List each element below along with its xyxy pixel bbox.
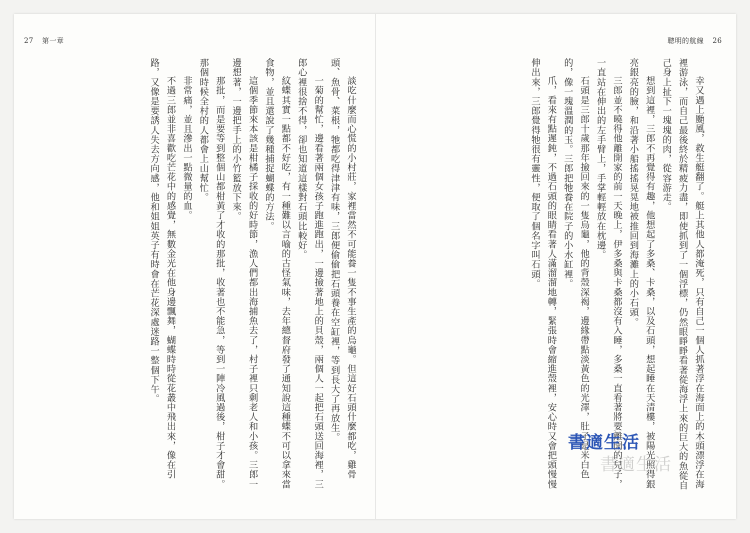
paragraph: 一菊的幫忙，邊看著兩個女孩子跑進跑出，一邊撿著地上的貝殼，兩個人一起把石頭送回海裡，三郎心裡很捨不得，卻也知道這樣對石頭比較好。 (295, 58, 324, 490)
paragraph: 這個季節來本該是柑橘子採收的好時節，漁人們都出海捕魚去了，村子裡只剩老人和小孩。三郎一邊想著，一邊把手上的小竹籃放下來。 (230, 58, 258, 490)
right-book-title: 聰明的航線 (667, 37, 704, 45)
paragraph: 紋蝶其實一點都不好吃，有一種難以言喻的古怪氣味，去年總督府發了通知說這種蝶不可以拿來當食物，並且還說了幾種捕捉蝴蝶的方法。 (262, 58, 291, 490)
right-page-number: 26 (712, 37, 722, 45)
book-gutter (375, 14, 376, 519)
right-page-header (667, 36, 722, 46)
paragraph: 幸又遇上颱風，救生艇翻了。艇上其他人都淹死，只有自己一個人抓著浮在海面上的木頭漂浮在海裡游泳，而自己最後終於精疲力盡，即使抓到了一個浮標，仍然眼睜睜看著從海浮上來的巨大的魚從自己身上扯下一塊塊的肉，從容游走。 (660, 58, 704, 490)
watermark-ghost-text: 書適生活 (600, 455, 672, 475)
paragraph: 三郎並不曉得他離開家的前一天晚上，伊多桑與卡桑都沒有入睡，多桑一直看著將要離開的兒子，一直站在伸出的左手臂上，手掌輕輕放在枕邊。 (594, 58, 622, 490)
paragraph: 石頭是三郎十歲那年撿回來的一隻烏龜，他的背殼深褐，邊緣帶點淡黃色的光澤，肚子是米白色的，像一塊溫潤的玉。三郎把牠養在院子的小水缸裡。 (561, 58, 590, 480)
paragraph: 不過三郎並非喜歡吃芒花中的感覺，無數金光在他身邊飄舞，蝴蝶時時從花叢中飛出來，像在引路，又像是要誘人失去方向感，他和姐姐英子有時會在芒花深處迷路一整個下午。 (148, 58, 176, 480)
left-page-text (40, 58, 358, 490)
right-page-text (406, 58, 706, 490)
paragraph: 非常痛，並且滲出一點微量的血。 (180, 76, 192, 221)
watermark-text: 書適生活 (568, 433, 640, 453)
left-chapter-title: 第一章 (42, 37, 64, 45)
paragraph: 想到這裡，三郎不再覺得有趣，他想起了多桑、卡桑，以及石頭，想起睡在天清樓，被陽光照得銀亮銀亮的臉，和沿著小船搖搖晃晃地被推回到海灘上的小石頭。 (627, 58, 655, 490)
left-page-header (24, 36, 64, 46)
left-page-number: 27 (24, 37, 34, 45)
paragraph: 談吃什麼而心慌的小村莊，家裡當然不可能養一隻不事生產的烏龜。但這好石頭什麼都吃，雞骨頭、魚骨、菜根，牠都吃得津津有味，三郎便偷偷把石頭養在空缸裡，等到長大了再放生。 (328, 58, 356, 480)
paragraph: 爪，看來有點遲鈍，不過石頭的眼睛看著人滿溜溜地轉，緊張時會縮進殼裡，安心時又會把頭慢慢伸出來，三郎覺得牠很有靈性，便取了個名字叫石頭。 (528, 58, 557, 490)
paragraph: 那批，而是要等到整個山都柑黃了才收的那批，收著也不能急，等到一陣冷風過後，柑子才會甜。那個時候全村的人都會上山幫忙。 (197, 58, 225, 490)
